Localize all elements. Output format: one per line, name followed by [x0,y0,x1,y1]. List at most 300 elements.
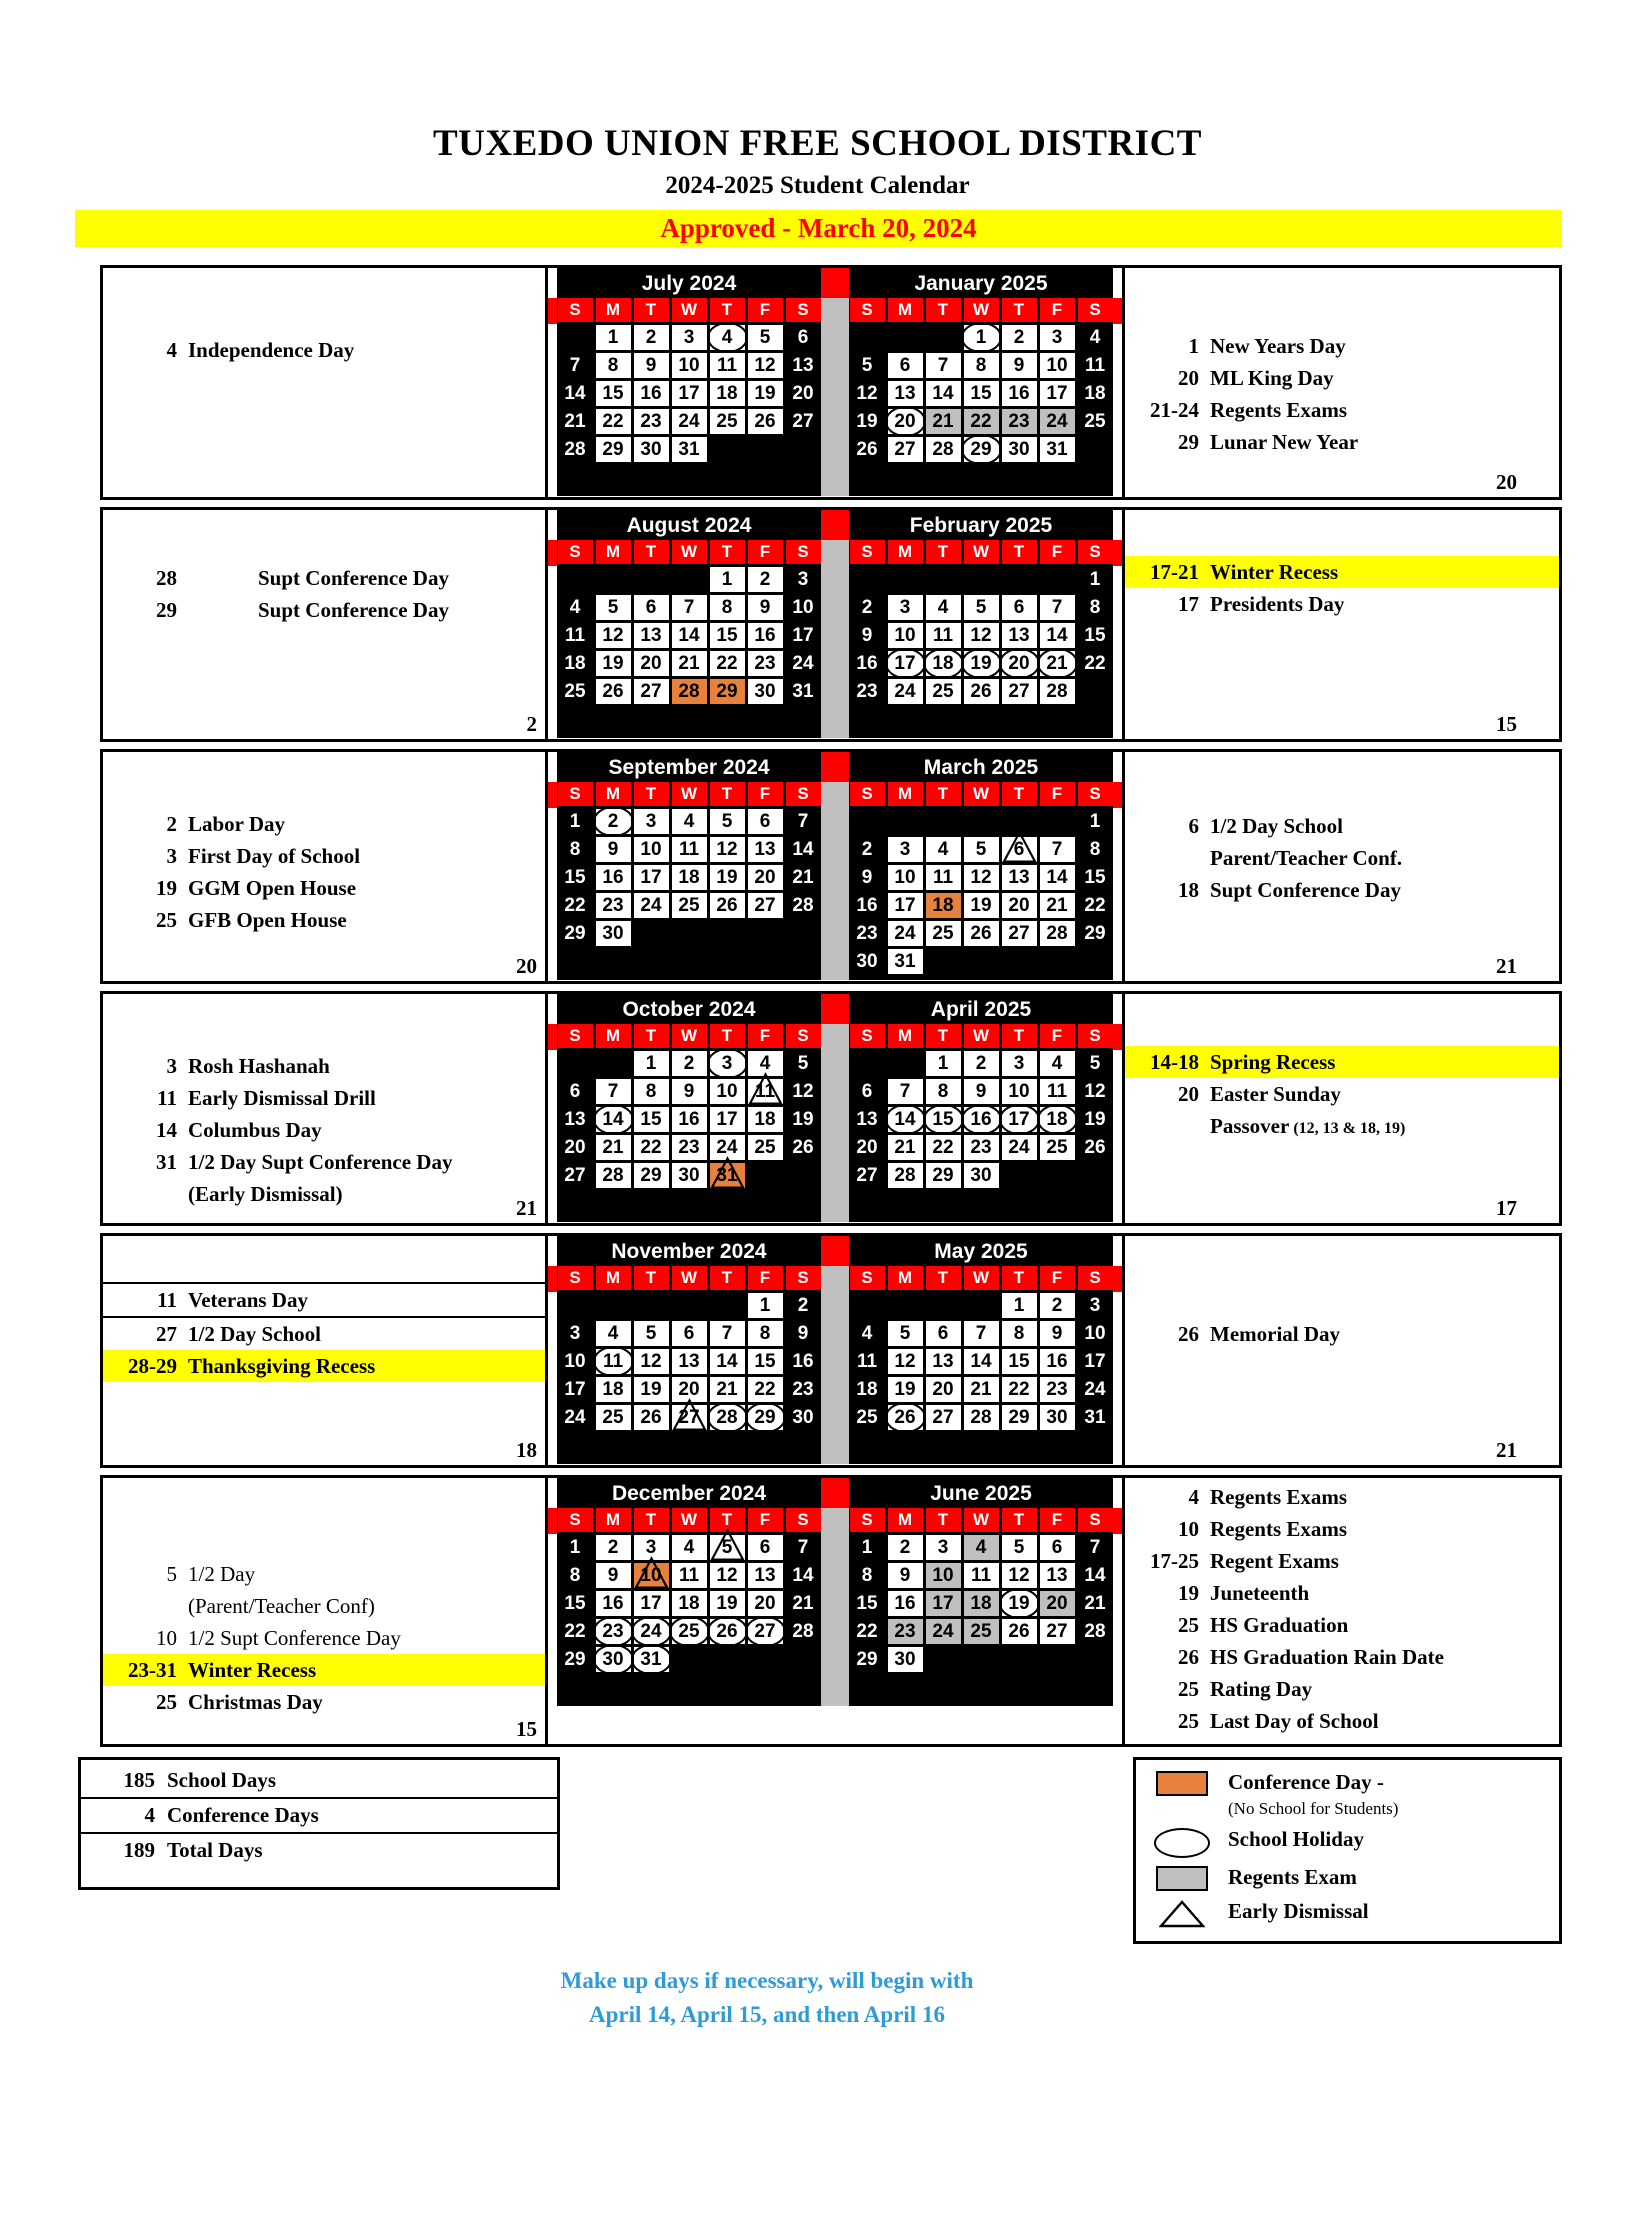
day-cell: 11 [564,624,586,646]
school-holiday-circle-mark [745,1616,786,1647]
red-edge-tab [1113,752,1122,981]
day-totals-box [78,1757,560,1890]
day-cell: 1 [1089,568,1101,590]
day-cell [964,1647,999,1672]
day-cell: 27 [1040,1619,1075,1644]
day-cell: 19 [964,651,999,676]
day-cell: 22 [596,409,631,434]
day-cell: 12 [1002,1563,1037,1588]
day-cell: 21 [888,1135,923,1160]
day-cell: 23 [856,922,878,944]
day-cell: 21 [1040,651,1075,676]
school-day-count: 15 [516,1717,537,1741]
day-cell: 12 [888,1349,923,1374]
day-cell: 20 [1002,893,1037,918]
day-cell: 7 [1040,595,1075,620]
school-holiday-circle-mark [999,1104,1040,1135]
weekday-header-cell: T [926,298,961,322]
event-label: Spring Recess [1210,1049,1336,1074]
day-cell: 28 [710,1405,745,1430]
day-cell [558,567,593,592]
day-cell [1002,567,1037,592]
day-cell: 10 [564,1350,586,1372]
day-cell [1040,1163,1075,1188]
day-cell: 1 [1002,1293,1037,1318]
weekday-header-cell: M [888,298,923,322]
weekday-header-cell: S [850,298,885,322]
red-edge-tab [548,1236,557,1465]
event-line [103,1282,545,1318]
event-line [1125,588,1559,620]
event-date: 29 [1178,429,1199,454]
day-cell: 2 [596,1535,631,1560]
weekday-header-cell: S [786,1266,821,1290]
left-notes-panel [103,510,548,739]
day-cell [1078,1433,1113,1458]
days-grid [557,809,821,974]
day-cell [1002,465,1037,490]
event-line [103,1050,545,1082]
weekday-header-cell: W [672,540,707,564]
day-cell [672,921,707,946]
day-cell [596,1433,631,1458]
day-cell: 5 [710,1535,745,1560]
weekday-header-cell: S [850,540,885,564]
day-cell: 21 [1040,893,1075,918]
school-day-count: 20 [1496,470,1517,494]
day-cell [926,809,961,834]
day-cell: 10 [1084,1322,1106,1344]
day-cell: 5 [1002,1535,1037,1560]
day-cell: 4 [672,1535,707,1560]
event-date: 2 [166,811,177,836]
right-notes-panel [1122,1478,1559,1744]
event-date: 1 [1188,333,1199,358]
day-cell: 5 [964,837,999,862]
day-cell: 24 [564,1406,586,1428]
day-cell: 11 [710,353,745,378]
day-cell [926,1647,961,1672]
red-edge-tab [1113,1236,1122,1465]
weekday-header-cell: M [596,782,631,806]
day-cell: 28 [672,679,707,704]
day-cell: 8 [1089,838,1101,860]
event-label: HS Graduation Rain Date [1210,1644,1444,1669]
day-cell: 6 [861,1080,873,1102]
day-cell [888,1675,923,1700]
event-date: 28 [156,565,177,590]
day-cell [1078,679,1113,704]
day-cell [964,949,999,974]
bottom-section [78,1757,1562,1944]
day-cell [710,1191,745,1216]
event-date: 17-21 [1150,559,1199,584]
days-grid [849,1051,1113,1216]
day-cell: 28 [1040,679,1075,704]
day-cell [634,949,669,974]
day-cell: 5 [964,595,999,620]
event-label: Easter Sunday [1210,1081,1341,1106]
day-cell: 29 [634,1163,669,1188]
totals-value: 4 [144,1803,155,1827]
event-date: 25 [1178,1708,1199,1733]
school-holiday-circle-mark [885,406,926,437]
day-cell [634,1293,669,1318]
event-date: 25 [156,1689,177,1714]
day-cell: 24 [634,893,669,918]
day-cell: 17 [1084,1350,1106,1372]
weekday-header-cell: T [634,540,669,564]
weekday-header-cell: W [964,1024,999,1048]
red-edge-tab [1113,268,1122,497]
school-holiday-circle-mark [745,1402,786,1433]
divider-gray-segment [821,782,849,980]
day-cell [558,1051,593,1076]
day-cell: 13 [748,837,783,862]
event-label: Lunar New Year [1210,429,1359,454]
weekday-header-cell: W [964,782,999,806]
event-label: Presidents Day [1210,591,1345,616]
weekday-header-cell: S [786,782,821,806]
event-label: Thanksgiving Recess [188,1353,376,1378]
day-cell: 16 [748,623,783,648]
day-cell: 5 [797,1052,809,1074]
weekday-header-cell: S [1078,782,1113,806]
day-cell: 7 [926,353,961,378]
event-label: Early Dismissal Drill [188,1085,376,1110]
event-line [103,1082,545,1114]
day-cell: 15 [564,1592,586,1614]
conference-day-swatch-icon [1136,1768,1228,1796]
event-label: Rating Day [1210,1676,1313,1701]
day-cell: 30 [1040,1405,1075,1430]
school-holiday-circle-mark [1037,648,1078,679]
month-title: April 2025 [930,998,1032,1021]
month-title: June 2025 [930,1482,1032,1505]
day-cell: 4 [569,596,581,618]
day-cell [558,465,593,490]
day-cell: 3 [1002,1051,1037,1076]
day-cell: 2 [861,596,873,618]
day-cell: 22 [564,1620,586,1642]
day-cell [634,1433,669,1458]
day-cell: 20 [926,1377,961,1402]
day-cell: 5 [634,1321,669,1346]
weekday-header-cell: F [748,1508,783,1532]
day-cell: 19 [710,1591,745,1616]
day-cell: 7 [1040,837,1075,862]
event-detail: (12, 13 & 18, 19) [1289,1119,1406,1137]
day-cell: 3 [634,1535,669,1560]
day-cell: 28 [964,1405,999,1430]
day-cell: 18 [926,893,961,918]
weekday-header-cell: W [964,1266,999,1290]
day-cell: 27 [926,1405,961,1430]
weekday-header-cell: T [926,1024,961,1048]
day-cell [558,707,593,732]
day-cell [926,949,961,974]
month-pair-block [548,1478,1122,1744]
calendar-row [100,1475,1562,1747]
day-cell: 1 [710,567,745,592]
weekday-header-row [849,1024,1113,1048]
day-cell: 14 [964,1349,999,1374]
day-cell: 27 [748,893,783,918]
day-cell: 11 [748,1079,783,1104]
event-label: Christmas Day [188,1689,323,1714]
day-cell: 12 [596,623,631,648]
month-divider [821,1236,849,1465]
day-cell [748,1163,783,1188]
left-notes-panel [103,752,548,981]
weekday-header-row [849,782,1113,806]
day-cell [786,1191,821,1216]
day-cell: 28 [888,1163,923,1188]
day-cell: 3 [569,1322,581,1344]
school-holiday-circle-mark [1037,1104,1078,1135]
day-cell: 22 [856,1620,878,1642]
event-line [1125,426,1559,458]
day-cell [786,1675,821,1700]
day-cell: 8 [1002,1321,1037,1346]
event-date: 28-29 [128,1353,177,1378]
month-title: November 2024 [611,1240,767,1263]
day-cell: 13 [926,1349,961,1374]
day-cell [786,1433,821,1458]
day-cell: 8 [748,1321,783,1346]
event-line [103,904,545,936]
divider-red-segment [821,1478,849,1508]
day-cell: 22 [634,1135,669,1160]
day-cell: 23 [634,409,669,434]
left-notes-panel [103,1236,548,1465]
event-label: Veterans Day [188,1287,308,1312]
day-cell [1002,1191,1037,1216]
day-cell: 1 [634,1051,669,1076]
day-cell: 18 [710,381,745,406]
red-edge-tab [1113,1478,1122,1744]
day-cell: 14 [672,623,707,648]
day-cell: 1 [1089,810,1101,832]
weekday-header-cell: T [710,540,745,564]
day-cell: 20 [748,865,783,890]
day-cell [710,921,745,946]
day-cell [710,465,745,490]
school-holiday-circle-mark [923,648,964,679]
divider-gray-segment [821,1508,849,1706]
event-label: Independence Day [188,337,355,362]
day-cell: 30 [964,1163,999,1188]
day-cell: 27 [634,679,669,704]
day-cell: 11 [672,1563,707,1588]
day-cell [926,1191,961,1216]
right-notes-panel [1122,1236,1559,1465]
day-cell: 31 [710,1163,745,1188]
weekday-header-cell: T [1002,540,1037,564]
event-line [1125,1513,1559,1545]
day-cell: 4 [1040,1051,1075,1076]
event-line [1125,1078,1559,1110]
day-cell: 29 [564,1648,586,1670]
day-cell [850,465,885,490]
day-cell [558,1293,593,1318]
day-cell: 12 [1084,1080,1106,1102]
day-cell [710,949,745,974]
day-cell: 13 [792,354,814,376]
day-cell [672,707,707,732]
day-cell [634,921,669,946]
weekday-header-cell: T [1002,298,1037,322]
day-cell: 13 [1002,623,1037,648]
day-cell [1040,567,1075,592]
day-cell: 7 [797,1536,809,1558]
weekday-header-cell: T [1002,1024,1037,1048]
event-line [103,1178,545,1210]
month-title: August 2024 [626,514,752,537]
day-cell: 28 [792,894,814,916]
weekday-header-cell: T [634,1024,669,1048]
event-date: 26 [1178,1321,1199,1346]
divider-gray-segment [821,540,849,738]
month-title: January 2025 [914,272,1048,295]
event-line [1125,1705,1559,1737]
event-line [103,1590,545,1622]
weekday-header-cell: F [748,1266,783,1290]
day-cell: 14 [1040,623,1075,648]
day-cell: 26 [888,1405,923,1430]
event-label: Labor Day [188,811,286,836]
month-calendar-december-2024 [557,1478,821,1706]
weekday-header-cell: W [964,298,999,322]
day-cell [964,1433,999,1458]
day-cell [1002,1433,1037,1458]
legend-label: Early Dismissal [1228,1899,1369,1923]
event-line [1125,362,1559,394]
school-day-count: 21 [516,1196,537,1220]
event-date: 25 [156,907,177,932]
day-cell [1078,437,1113,462]
day-cell: 27 [856,1164,878,1186]
day-cell: 25 [1040,1135,1075,1160]
day-cell [672,1293,707,1318]
event-label: Juneteenth [1210,1580,1310,1605]
weekday-header-cell: S [1078,540,1113,564]
day-cell [596,949,631,974]
day-cell: 9 [1040,1321,1075,1346]
event-label: Supt Conference Day [258,597,449,622]
weekday-header-cell: S [786,298,821,322]
school-holiday-circle-mark [707,1048,748,1079]
month-pair-block [548,994,1122,1223]
day-cell: 21 [926,409,961,434]
day-cell: 16 [634,381,669,406]
day-cell: 12 [792,1080,814,1102]
legend-item-early-dismissal [1136,1897,1559,1928]
event-date: 17 [1178,591,1199,616]
weekday-header-cell: T [926,1508,961,1532]
calendar-row [100,265,1562,500]
day-cell [596,567,631,592]
day-cell: 28 [792,1620,814,1642]
day-cell [850,325,885,350]
weekday-header-cell: T [634,782,669,806]
school-day-count: 21 [1496,954,1517,978]
school-holiday-circle-mark [707,1616,748,1647]
weekday-header-cell: W [672,1024,707,1048]
day-cell: 14 [710,1349,745,1374]
day-cell: 9 [888,1563,923,1588]
day-cell: 15 [1002,1349,1037,1374]
event-date: 5 [166,1561,177,1586]
legend-label: School Holiday [1228,1827,1364,1851]
day-cell: 2 [748,567,783,592]
day-cell: 10 [634,837,669,862]
day-cell [1002,1163,1037,1188]
day-cell: 11 [1084,354,1106,376]
weekday-header-cell: M [596,1024,631,1048]
event-date: 11 [157,1085,177,1110]
day-cell: 2 [1040,1293,1075,1318]
weekday-header-cell: S [786,1508,821,1532]
day-cell: 9 [672,1079,707,1104]
day-cell: 24 [1002,1135,1037,1160]
day-cell: 29 [856,1648,878,1670]
event-date: 4 [1188,1484,1199,1509]
day-cell: 13 [672,1349,707,1374]
weekday-header-cell: S [786,540,821,564]
event-date: 31 [156,1149,177,1174]
weekday-header-cell: M [888,1266,923,1290]
day-cell: 12 [964,623,999,648]
day-cell [748,1433,783,1458]
day-cell: 1 [926,1051,961,1076]
day-cell: 25 [1084,410,1106,432]
event-date: 29 [156,597,177,622]
day-cell: 4 [710,325,745,350]
day-cell: 18 [748,1107,783,1132]
day-cell: 4 [861,1322,873,1344]
day-cell [1040,809,1075,834]
day-cell: 17 [1002,1107,1037,1132]
day-cell: 6 [1002,837,1037,862]
day-cell: 24 [792,652,814,674]
day-cell: 11 [672,837,707,862]
event-line [103,1318,545,1350]
weekday-header-cell: S [558,1024,593,1048]
school-holiday-circle-mark [593,806,634,837]
red-edge-tab [548,510,557,739]
weekday-header-cell: S [850,1024,885,1048]
day-cell: 29 [710,679,745,704]
day-cell: 8 [926,1079,961,1104]
day-cell [850,1293,885,1318]
day-cell: 14 [596,1107,631,1132]
event-label: Rosh Hashanah [188,1053,330,1078]
day-cell: 15 [964,381,999,406]
day-cell: 15 [1084,624,1106,646]
day-cell: 7 [569,354,581,376]
day-cell: 30 [856,950,878,972]
day-cell: 9 [596,837,631,862]
day-cell: 22 [1002,1377,1037,1402]
weekday-header-cell: S [558,540,593,564]
day-cell: 27 [888,437,923,462]
legend-label: Conference Day - [1228,1770,1384,1794]
day-cell [672,1433,707,1458]
day-cell: 23 [596,1619,631,1644]
day-cell [710,437,745,462]
right-notes-panel [1122,752,1559,981]
